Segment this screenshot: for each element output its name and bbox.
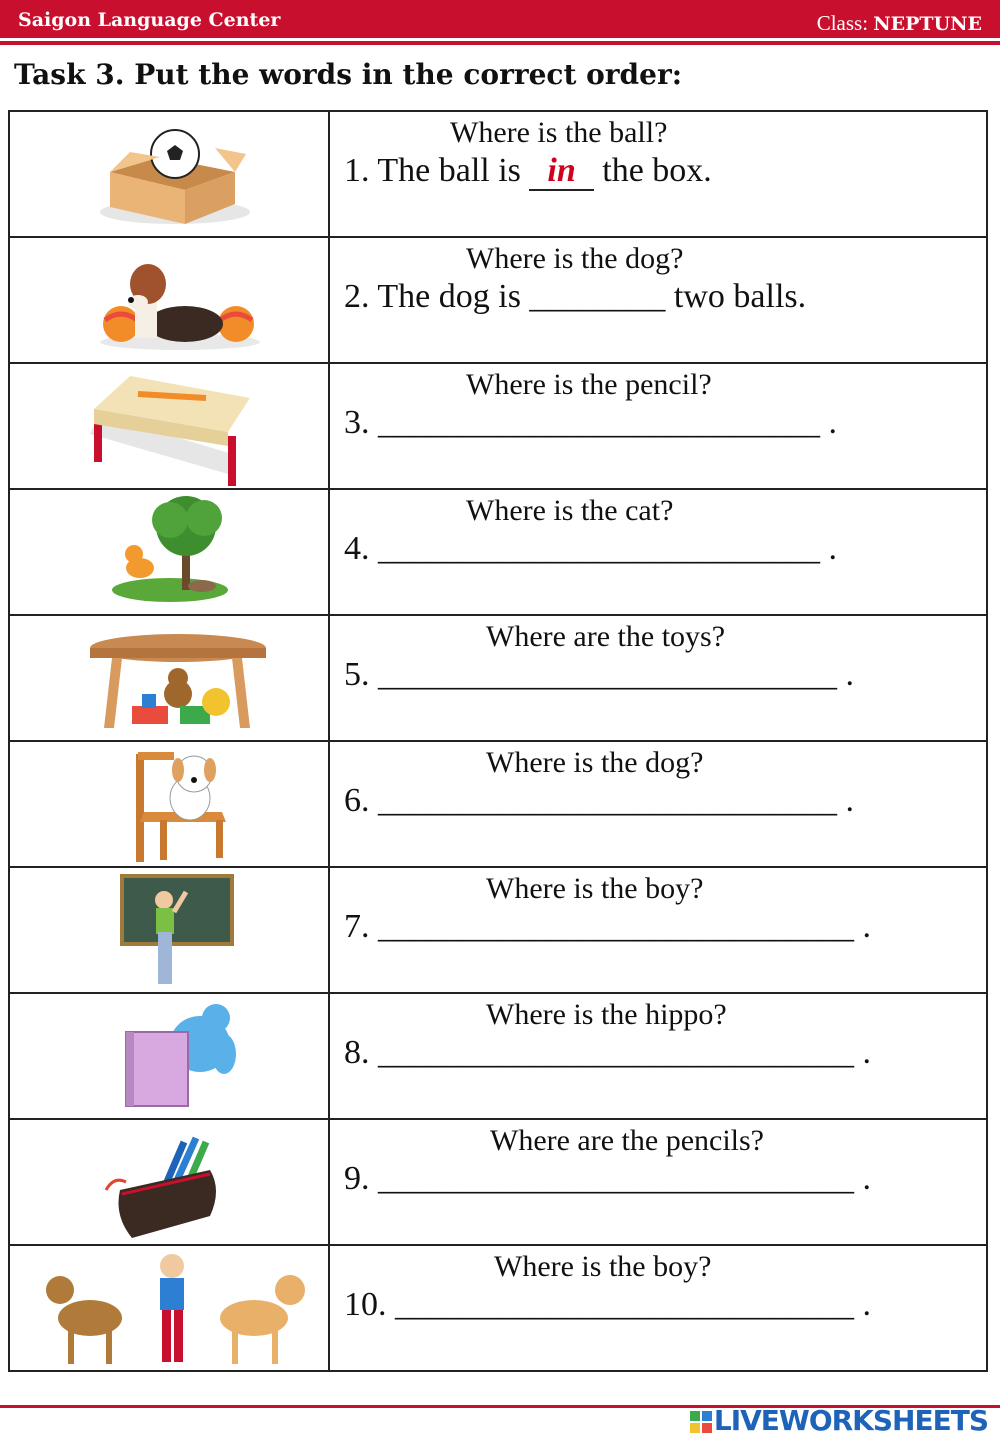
pencils-in-case-icon (10, 1120, 328, 1244)
table-row (9, 1119, 987, 1245)
answer-line[interactable]: 2. The dog is ________ two balls. (344, 278, 807, 315)
header-bar (0, 0, 1000, 38)
answer-line: 1. The ball is in the box. (344, 152, 712, 189)
answer-input[interactable]: in (529, 152, 593, 191)
cat-near-tree-icon (10, 490, 328, 614)
boy-between-dogs-picture (9, 1245, 329, 1371)
liveworksheets-logo-icon (690, 1411, 712, 1433)
boy-at-board-picture (9, 867, 329, 993)
answer-line[interactable]: 3. __________________________ . (344, 404, 837, 441)
toys-under-table-icon (10, 616, 328, 740)
ball-in-box-picture (9, 111, 329, 237)
dog-between-balls-icon (10, 238, 328, 362)
table-row (9, 489, 987, 615)
question-text: Where is the boy? (486, 872, 704, 905)
question-cell (329, 1119, 987, 1245)
answer-line[interactable]: 10. ___________________________ . (344, 1286, 871, 1323)
header-divider (0, 41, 1000, 45)
answer-line[interactable]: 8. ____________________________ . (344, 1034, 871, 1071)
question-cell (329, 1245, 987, 1371)
question-text: Where are the toys? (486, 620, 726, 653)
answer-line[interactable]: 7. ____________________________ . (344, 908, 871, 945)
boy-at-board-icon (10, 868, 328, 992)
question-text: Where is the dog? (486, 746, 704, 779)
task-title: Task 3. Put the words in the correct order: (14, 58, 683, 91)
exercise-table (8, 110, 988, 1372)
question-cell (329, 363, 987, 489)
answer-line[interactable]: 4. __________________________ . (344, 530, 837, 567)
question-text: Where is the cat? (466, 494, 674, 527)
pencils-in-case-picture (9, 1119, 329, 1245)
table-row (9, 993, 987, 1119)
table-row (9, 1245, 987, 1371)
ball-in-box-icon (10, 112, 328, 236)
boy-between-dogs-icon (10, 1246, 328, 1370)
question-cell (329, 867, 987, 993)
toys-under-table-picture (9, 615, 329, 741)
footer-brand: LIVEWORKSHEETS (690, 1404, 988, 1437)
question-cell (329, 993, 987, 1119)
question-text: Where are the pencils? (490, 1124, 764, 1157)
hippo-behind-book-icon (10, 994, 328, 1118)
table-row (9, 615, 987, 741)
table-row (9, 741, 987, 867)
answer-line[interactable]: 5. ___________________________ . (344, 656, 854, 693)
answer-line[interactable]: 9. ____________________________ . (344, 1160, 871, 1197)
question-text: Where is the dog? (466, 242, 684, 275)
dog-between-balls-picture (9, 237, 329, 363)
question-cell (329, 489, 987, 615)
question-cell (329, 237, 987, 363)
class-name: NEPTUNE (873, 13, 982, 35)
center-name: Saigon Language Center (18, 9, 281, 31)
pencil-on-table-picture (9, 363, 329, 489)
question-text: Where is the ball? (450, 116, 668, 149)
question-text: Where is the hippo? (486, 998, 727, 1031)
cat-near-tree-picture (9, 489, 329, 615)
answer-line[interactable]: 6. ___________________________ . (344, 782, 854, 819)
table-row (9, 237, 987, 363)
table-row (9, 363, 987, 489)
table-row (9, 867, 987, 993)
question-cell (329, 741, 987, 867)
question-text: Where is the pencil? (466, 368, 712, 401)
dog-on-chair-icon (10, 742, 328, 866)
question-cell (329, 111, 987, 237)
table-row (9, 111, 987, 237)
pencil-on-table-icon (10, 364, 328, 488)
dog-on-chair-picture (9, 741, 329, 867)
question-text: Where is the boy? (494, 1250, 712, 1283)
hippo-behind-book-picture (9, 993, 329, 1119)
class-label: Class: NEPTUNE (816, 11, 982, 35)
question-cell (329, 615, 987, 741)
